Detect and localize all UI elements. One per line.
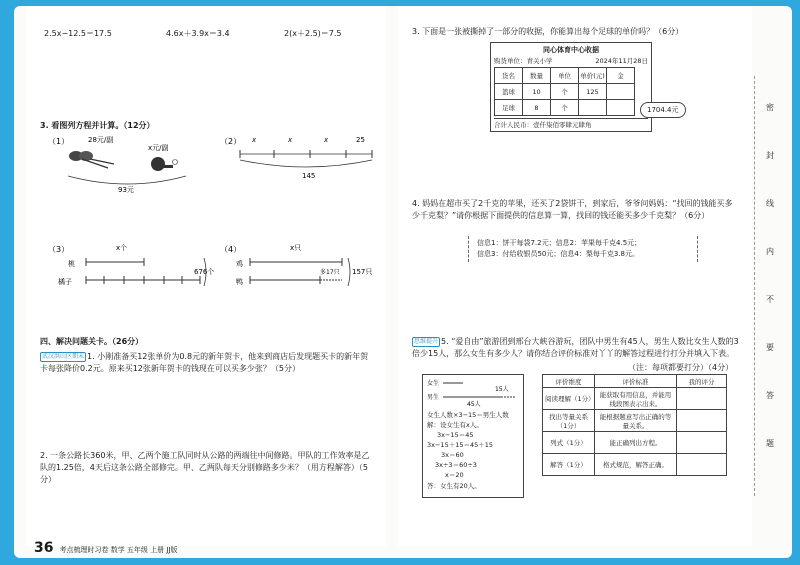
solution-line: 3x−15＝45 — [437, 431, 474, 440]
receipt-cell: 个 — [551, 84, 579, 100]
problem-5-note: （注：每项都要打分）（4分） — [628, 363, 734, 372]
eval-score-cell[interactable] — [677, 388, 727, 410]
seal-char: 内 — [766, 247, 774, 256]
eval-score-cell[interactable] — [677, 432, 727, 454]
receipt-header: 金 — [607, 68, 635, 84]
equation-1: 2.5x−12.5＝17.5 — [44, 29, 112, 38]
seal-text — [762, 102, 778, 462]
evaluation-table — [542, 374, 727, 476]
receipt-cell: 足球 — [495, 100, 523, 116]
eval-dimension: 解答（1分） — [543, 454, 595, 476]
seal-char: 密 — [766, 103, 774, 112]
student-solution — [422, 374, 524, 498]
problem-1 — [40, 351, 370, 375]
eval-dimension: 列式（1分） — [543, 432, 595, 454]
section-4-heading: 四、解决问题关卡。（26分） — [40, 337, 144, 346]
figure-1-label: （1） — [48, 137, 70, 146]
seal-char: 要 — [766, 343, 774, 352]
figure-4-label: （4） — [220, 245, 242, 254]
eval-dimension: 阅读理解（1分） — [543, 388, 595, 410]
solution-line: 答：女生有20人。 — [427, 481, 481, 490]
total-bubble: 1704.4元 — [640, 102, 686, 118]
receipt-header: 货名 — [495, 68, 523, 84]
receipt-cell: 个 — [551, 100, 579, 116]
figure-2-total: 145 — [302, 172, 316, 180]
problem-1-text: 1. 小刚准备买12张单价为0.8元的新年贺卡，他来到商店后发现题买卡的新年贺卡每张降价0.2元。原来买12张新年贺卡的钱现在可以买多少张？（5分） — [40, 352, 369, 373]
eval-header: 我的评分 — [677, 375, 727, 388]
solution-line: 女生人数×3−15＝男生人数 — [427, 411, 509, 420]
problem-1-tag: 武汉洪山区期末 — [42, 353, 85, 360]
receipt-cell: 8 — [523, 100, 551, 116]
page-number: 36 — [34, 540, 54, 556]
solution-line: 解：设女生有x人。 — [427, 421, 483, 430]
eval-score-cell[interactable] — [677, 410, 727, 432]
figure-2-x3: x — [324, 136, 329, 144]
figure-4 — [220, 242, 380, 288]
seal-char: 题 — [766, 439, 774, 448]
figure-2-seg: 25 — [356, 136, 365, 144]
eval-standard: 能获取有用信息，并能用线段图表示出来。 — [595, 388, 677, 410]
receipt-footer: 合计人民币：壹仟柒佰零肆元肆角 — [494, 118, 648, 129]
figure-1 — [48, 134, 198, 194]
figure-4-diff: 多17只 — [320, 269, 340, 276]
receipt-cell — [579, 100, 607, 116]
solution-diff: 15人 — [495, 386, 509, 393]
ping-pong-paddle-icon — [151, 157, 178, 171]
page-footer — [34, 540, 178, 556]
eval-standard: 格式规范，解答正确。 — [595, 454, 677, 476]
info-line-2: 信息3：付给收银员50元；信息4：梨每千克3.8元。 — [477, 250, 639, 259]
receipt — [490, 42, 652, 132]
figure-2-x2: x — [288, 136, 293, 144]
solution-girl-label: 女生 — [427, 380, 440, 387]
equation-3: 2(x＋2.5)＝7.5 — [284, 29, 342, 38]
eval-score-cell[interactable] — [677, 454, 727, 476]
seal-char: 答 — [766, 391, 774, 400]
solution-line: 3x÷3＝60÷3 — [435, 461, 477, 470]
eval-standard: 能正确列出方程。 — [595, 432, 677, 454]
eval-header: 评价维度 — [543, 375, 595, 388]
equation-2: 4.6x＋3.9x＝3.4 — [166, 29, 230, 38]
receipt-cell — [607, 84, 635, 100]
figure-4-top: x只 — [290, 244, 302, 252]
receipt-title: 同心体育中心收据 — [543, 46, 599, 54]
figure-3-row1: 桃 — [68, 260, 75, 268]
eval-dimension: 找出等量关系（1分） — [543, 410, 595, 432]
figure-3-row2: 橘子 — [58, 278, 72, 286]
receipt-header: 单位 — [551, 68, 579, 84]
figure-2 — [220, 134, 380, 184]
problem-3-text: 3. 下面是一张被撕掉了一部分的收据，你能算出每个足球的单价吗？（6分） — [412, 27, 684, 36]
eval-standard: 能根据题意写出正确的等量关系。 — [595, 410, 677, 432]
figure-4-total: 157只 — [352, 268, 373, 276]
receipt-cell: 125 — [579, 84, 607, 100]
right-page — [398, 6, 752, 546]
problem-2-text: 2. 一条公路长360米，甲、乙两个施工队同时从公路的两端往中间修路。甲队的工作效率是乙队的1.25倍，4天后这条公路全部修完。甲、乙两队每天分别修路多少米？（用方程解答）（5分） — [40, 451, 370, 484]
badminton-racket-icon — [69, 151, 114, 168]
receipt-table — [494, 67, 635, 116]
solution-line: 3x−15＋15＝45＋15 — [427, 441, 494, 450]
receipt-header: 单价(元) — [579, 68, 607, 84]
footer-text: 考点梳理时习卷 数学 五年级 上册 JJ版 — [59, 546, 178, 554]
figure-3-top: x个 — [116, 244, 128, 252]
seal-char: 线 — [766, 199, 774, 208]
figure-2-x1: x — [252, 136, 257, 144]
paper — [14, 6, 792, 558]
figure-4-row2: 鸭 — [236, 278, 243, 286]
left-page — [26, 6, 386, 546]
solution-total: 45人 — [467, 401, 481, 407]
receipt-date: 2024年11月28日 — [595, 57, 648, 65]
receipt-cell — [607, 100, 635, 116]
figure-3-total: 676个 — [194, 268, 215, 276]
problem-4-text: 4. 妈妈在超市买了2千克的苹果，还买了2袋饼干，到家后，爷爷问妈妈：“找回的钱能买多少千克梨？”请你根据下面提供的信息算一算，找回的钱还能买多少千克梨？（6分） — [412, 199, 733, 220]
seal-char: 不 — [766, 295, 774, 304]
seal-line — [754, 76, 755, 496]
problem-5-tag: 思维提升 — [414, 338, 439, 345]
problem-5-text: 5. “爱自由”旅游团到邢台大峡谷游玩，团队中男生有45人，男生人数比女生人数的3倍少15人，那么女生有多少人？请你结合评价标准对丫丫的解答过程进行打分并填入下表。 — [412, 337, 739, 358]
info-box — [468, 236, 698, 262]
solution-boy-label: 男生 — [427, 394, 440, 401]
question-3-heading: 3. 看图列方程并计算。（12分） — [40, 121, 155, 130]
seal-char: 封 — [766, 151, 774, 160]
figure-1-total: 93元 — [118, 186, 134, 194]
figure-3-label: （3） — [48, 245, 70, 254]
solution-diagram — [427, 377, 521, 407]
receipt-buyer: 购货单位：青关小学 — [494, 57, 553, 65]
eval-header: 评价标准 — [595, 375, 677, 388]
receipt-cell: 10 — [523, 84, 551, 100]
solution-line: 3x＝60 — [441, 451, 464, 460]
receipt-cell: 篮球 — [495, 84, 523, 100]
info-line-1: 信息1：饼干每袋7.2元；信息2：苹果每千克4.5元； — [477, 239, 642, 247]
figure-1-price-b: x元/副 — [148, 144, 169, 152]
figure-1-price-a: 28元/副 — [88, 136, 114, 144]
receipt-header: 数量 — [523, 68, 551, 84]
figure-4-row1: 鸡 — [236, 260, 243, 268]
problem-5 — [412, 336, 742, 360]
figure-2-label: （2） — [220, 137, 242, 146]
figure-3 — [48, 242, 218, 288]
solution-line: x＝20 — [445, 471, 464, 480]
